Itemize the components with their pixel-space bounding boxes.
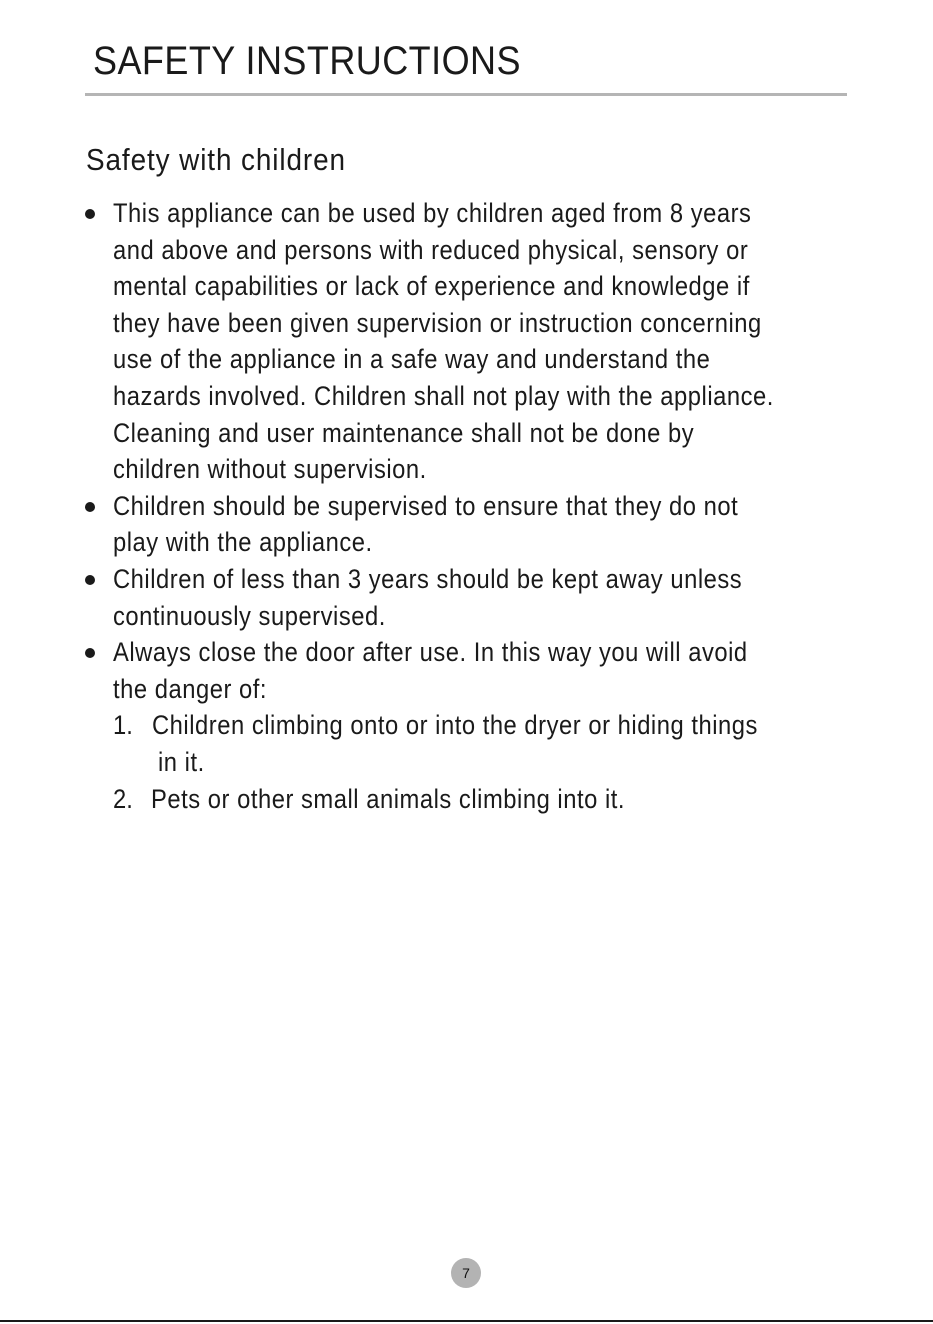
list-item-line: continuously supervised. bbox=[113, 600, 386, 631]
section-heading: Safety with children bbox=[86, 142, 346, 177]
list-item-line: play with the appliance. bbox=[113, 527, 373, 558]
page-number-badge: 7 bbox=[451, 1258, 481, 1288]
list-number: 2. bbox=[113, 783, 133, 814]
list-item-line: Always close the door after use. In this way you will avoid bbox=[113, 637, 748, 668]
bullet-icon bbox=[85, 209, 95, 219]
list-item-line: hazards involved. Children shall not play with the appliance. bbox=[113, 381, 774, 411]
list-item-line: use of the appliance in a safe way and understand the bbox=[113, 344, 711, 375]
list-item-line: This appliance can be used by children aged from 8 years bbox=[113, 198, 752, 228]
list-item-line: Children of less than 3 years should be kept away unless bbox=[113, 564, 743, 594]
list-item-line: Cleaning and user maintenance shall not be done by bbox=[113, 417, 695, 448]
list-item-line: they have been given supervision or instruction concerning bbox=[113, 307, 762, 338]
page-title: SAFETY INSTRUCTIONS bbox=[93, 39, 521, 83]
list-item-line: in it. bbox=[158, 747, 205, 777]
bullet-icon bbox=[85, 502, 95, 512]
list-number: 1. bbox=[113, 710, 133, 741]
list-item-line: Children should be supervised to ensure that they do not bbox=[113, 490, 739, 521]
list-item-line: mental capabilities or lack of experience and knowledge if bbox=[113, 271, 750, 302]
list-item-line: and above and persons with reduced physical, sensory or bbox=[113, 234, 749, 265]
list-item-line: Pets or other small animals climbing into it. bbox=[151, 783, 626, 814]
bottom-divider bbox=[0, 1320, 933, 1322]
bullet-icon bbox=[85, 648, 95, 658]
title-divider bbox=[85, 93, 847, 96]
list-item-line: children without supervision. bbox=[113, 454, 427, 485]
list-item-line: Children climbing onto or into the dryer or hiding things bbox=[152, 710, 758, 741]
bullet-icon bbox=[85, 575, 95, 585]
list-item-line: the danger of: bbox=[113, 673, 268, 704]
